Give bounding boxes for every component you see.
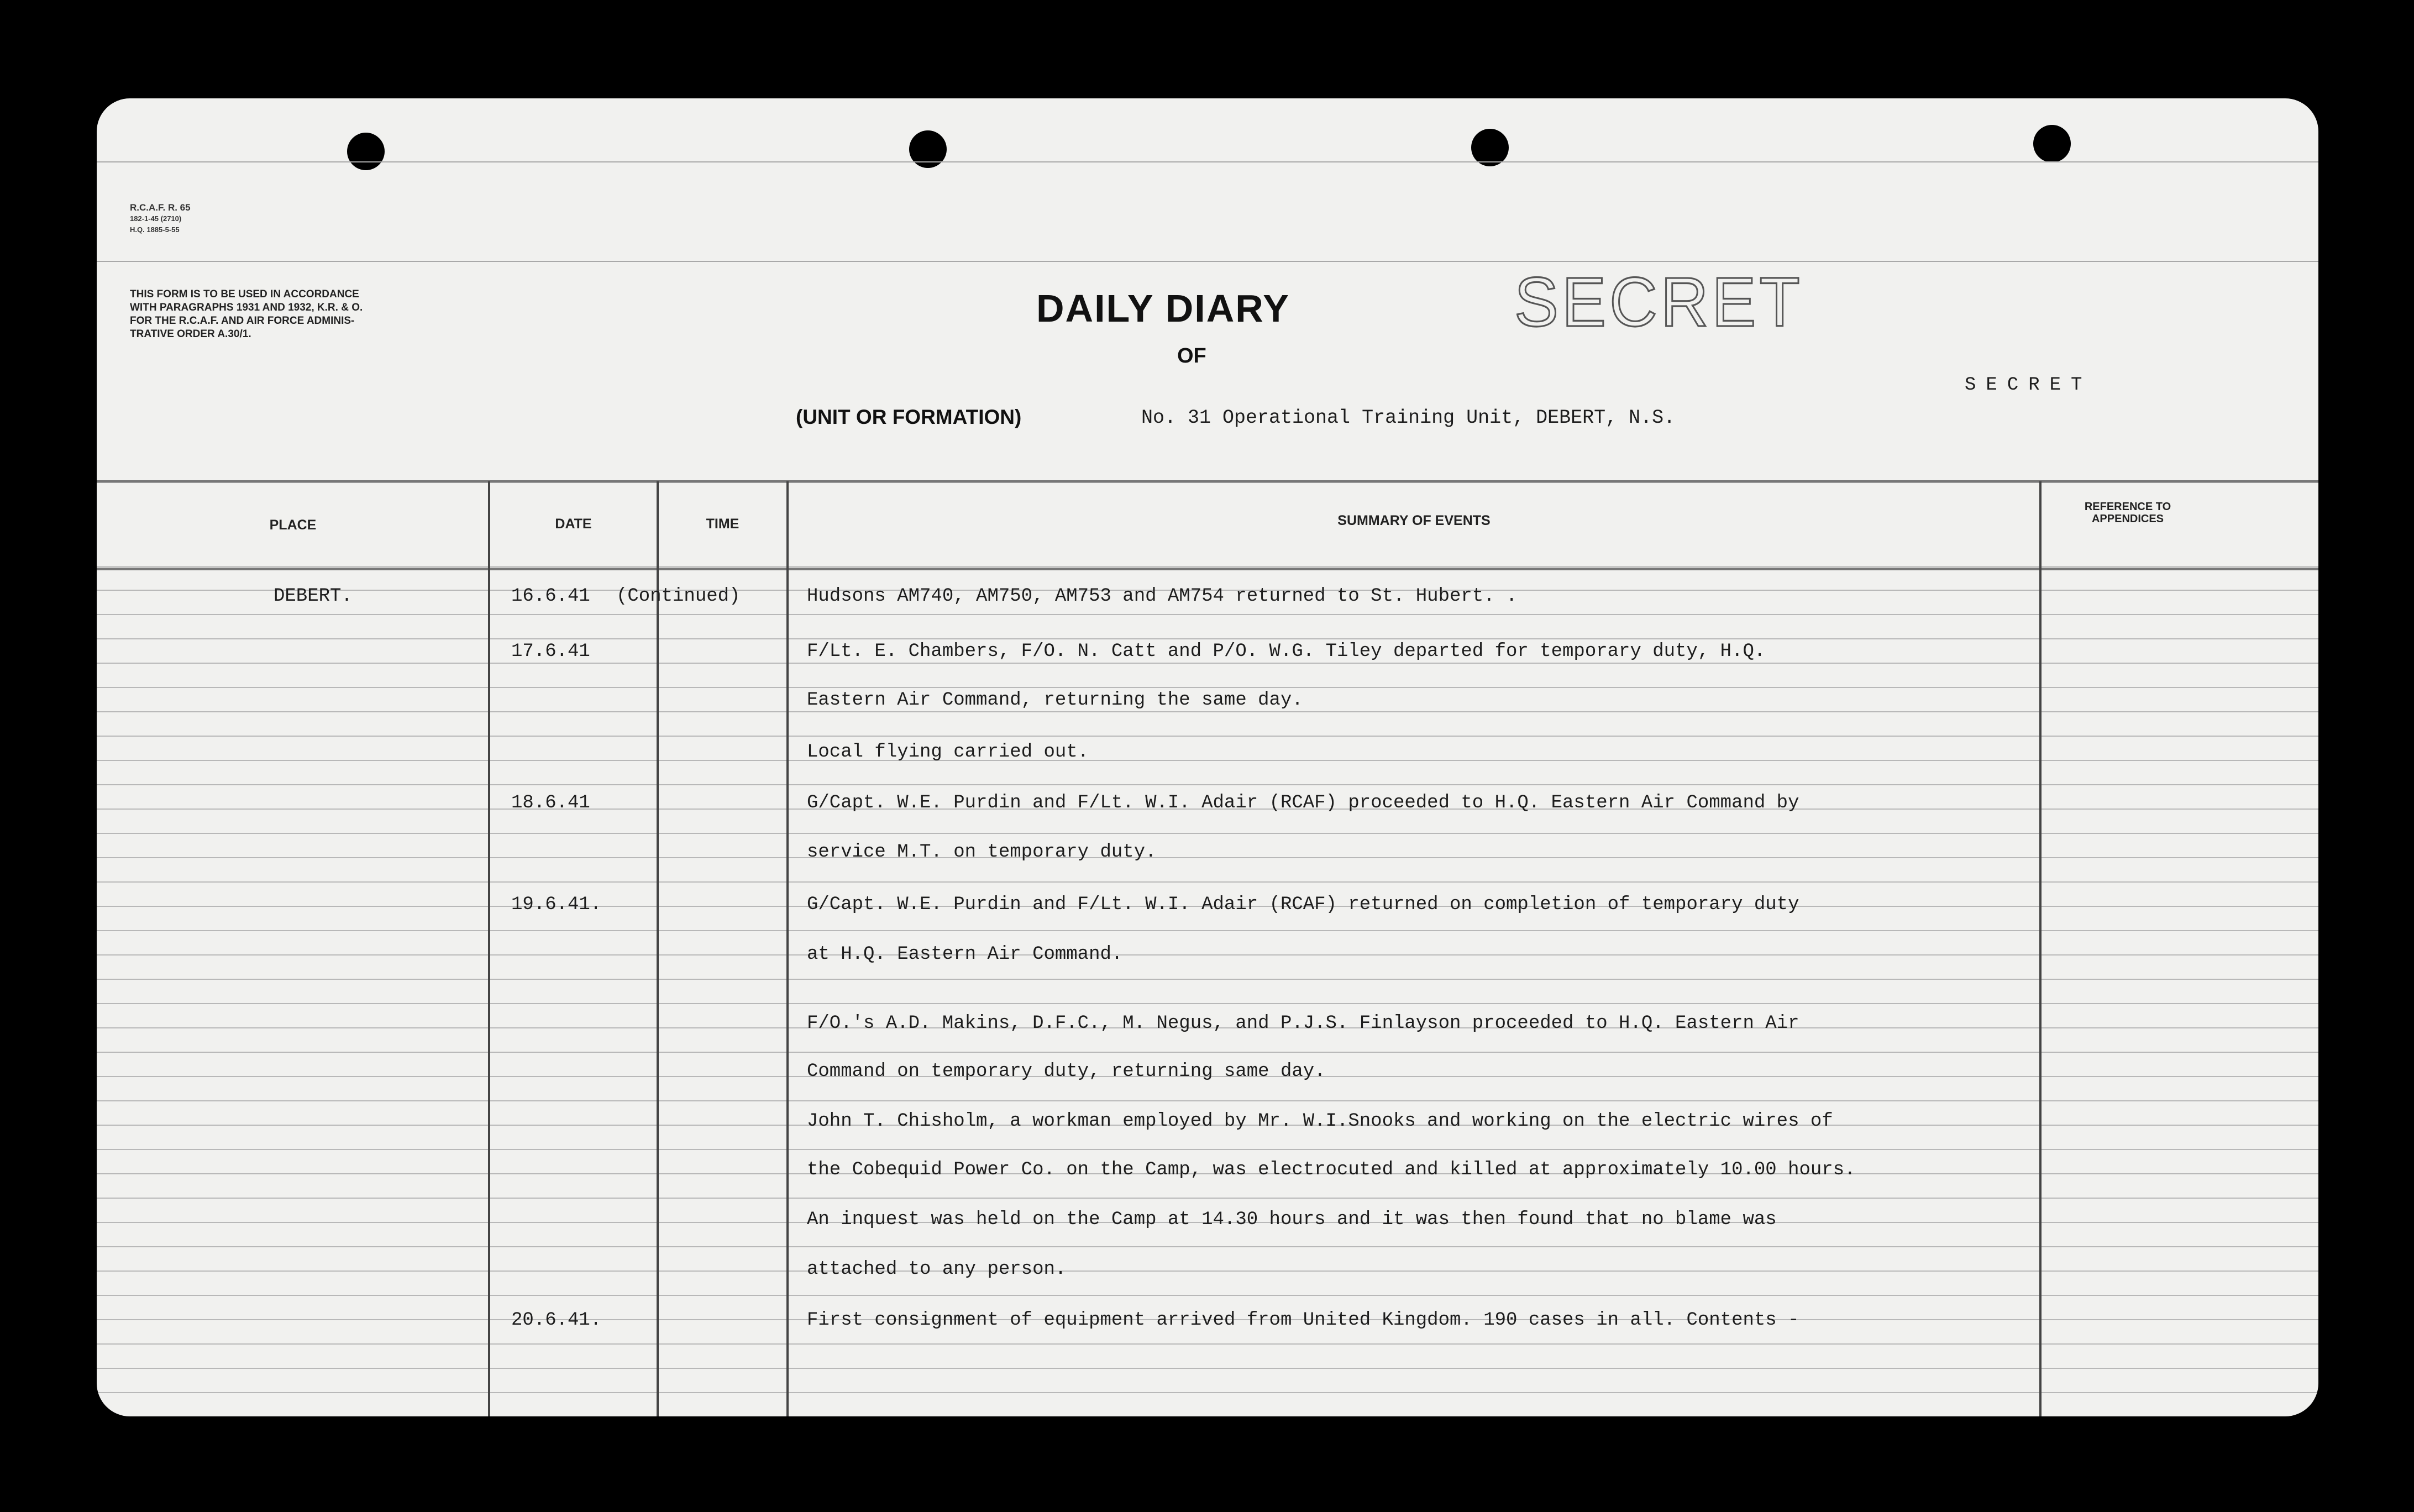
- entry-summary: G/Capt. W.E. Purdin and F/Lt. W.I. Adair (RCAF) returned on completion of temporary duty: [807, 894, 1799, 915]
- form-instructions: THIS FORM IS TO BE USED IN ACCORDANCE WITH PARAGRAPHS 1931 AND 1932, K.R. & O. FOR THE R.C.A.F. AND AIR FORCE ADMINIS- TRATIVE ORDER A.30/1.: [130, 288, 363, 340]
- diary-title-of: OF: [1177, 344, 1206, 368]
- entry-summary: F/O.'s A.D. Makins, D.F.C., M. Negus, and P.J.S. Finlayson proceeded to H.Q. Eastern Air: [807, 1013, 1799, 1034]
- entry-summary: Hudsons AM740, AM750, AM753 and AM754 returned to St. Hubert. .: [807, 586, 1518, 607]
- entry-time: (Continued): [616, 586, 741, 607]
- column-header-reference: REFERENCE TO APPENDICES: [2084, 501, 2171, 525]
- column-header-place: PLACE: [269, 517, 317, 533]
- form-code-line: H.Q. 1885-5-55: [130, 225, 180, 234]
- entry-summary: Command on temporary duty, returning same day.: [807, 1061, 1326, 1082]
- entry-summary: First consignment of equipment arrived from United Kingdom. 190 cases in all. Contents -: [807, 1310, 1799, 1331]
- form-code-line: 182-1-45 (2710): [130, 214, 182, 223]
- form-code: [130, 202, 191, 235]
- entry-date: 20.6.41.: [511, 1310, 602, 1331]
- unit-label: (UNIT OR FORMATION): [796, 406, 1022, 428]
- entry-summary: G/Capt. W.E. Purdin and F/Lt. W.I. Adair (RCAF) proceeded to H.Q. Eastern Air Command by: [807, 792, 1799, 813]
- secret-stamp: SECRET: [1514, 263, 1803, 342]
- entry-summary: An inquest was held on the Camp at 14.30 hours and it was then found that no blame was: [807, 1209, 1777, 1230]
- diary-title: DAILY DIARY: [1036, 287, 1290, 330]
- entry-summary: Local flying carried out.: [807, 742, 1089, 763]
- unit-value: No. 31 Operational Training Unit, DEBERT, N.S.: [1141, 407, 1676, 429]
- entry-summary: John T. Chisholm, a workman employed by Mr. W.I.Snooks and working on the electric wires of: [807, 1111, 1833, 1132]
- entry-summary: F/Lt. E. Chambers, F/O. N. Catt and P/O. W.G. Tiley departed for temporary duty, H.Q.: [807, 641, 1766, 662]
- entry-summary: attached to any person.: [807, 1259, 1067, 1280]
- entry-summary: the Cobequid Power Co. on the Camp, was electrocuted and killed at approximately 10.00 hours.: [807, 1159, 1856, 1180]
- entry-date: 19.6.41.: [511, 894, 602, 915]
- entry-date: 17.6.41: [511, 641, 590, 662]
- entry-summary: Eastern Air Command, returning the same day.: [807, 690, 1303, 711]
- entry-date: 18.6.41: [511, 792, 590, 813]
- entry-date: 16.6.41: [511, 586, 590, 607]
- entry-summary: service M.T. on temporary duty.: [807, 842, 1157, 863]
- entry-place: DEBERT.: [274, 586, 353, 607]
- column-header-time: TIME: [706, 516, 739, 532]
- secret-typed: SECRET: [1965, 375, 2092, 396]
- diary-card: [97, 98, 2318, 1416]
- form-code-line: R.C.A.F. R. 65: [130, 202, 191, 213]
- column-header-date: DATE: [555, 516, 592, 532]
- column-header-summary: SUMMARY OF EVENTS: [1337, 513, 1491, 528]
- entry-summary: at H.Q. Eastern Air Command.: [807, 944, 1123, 965]
